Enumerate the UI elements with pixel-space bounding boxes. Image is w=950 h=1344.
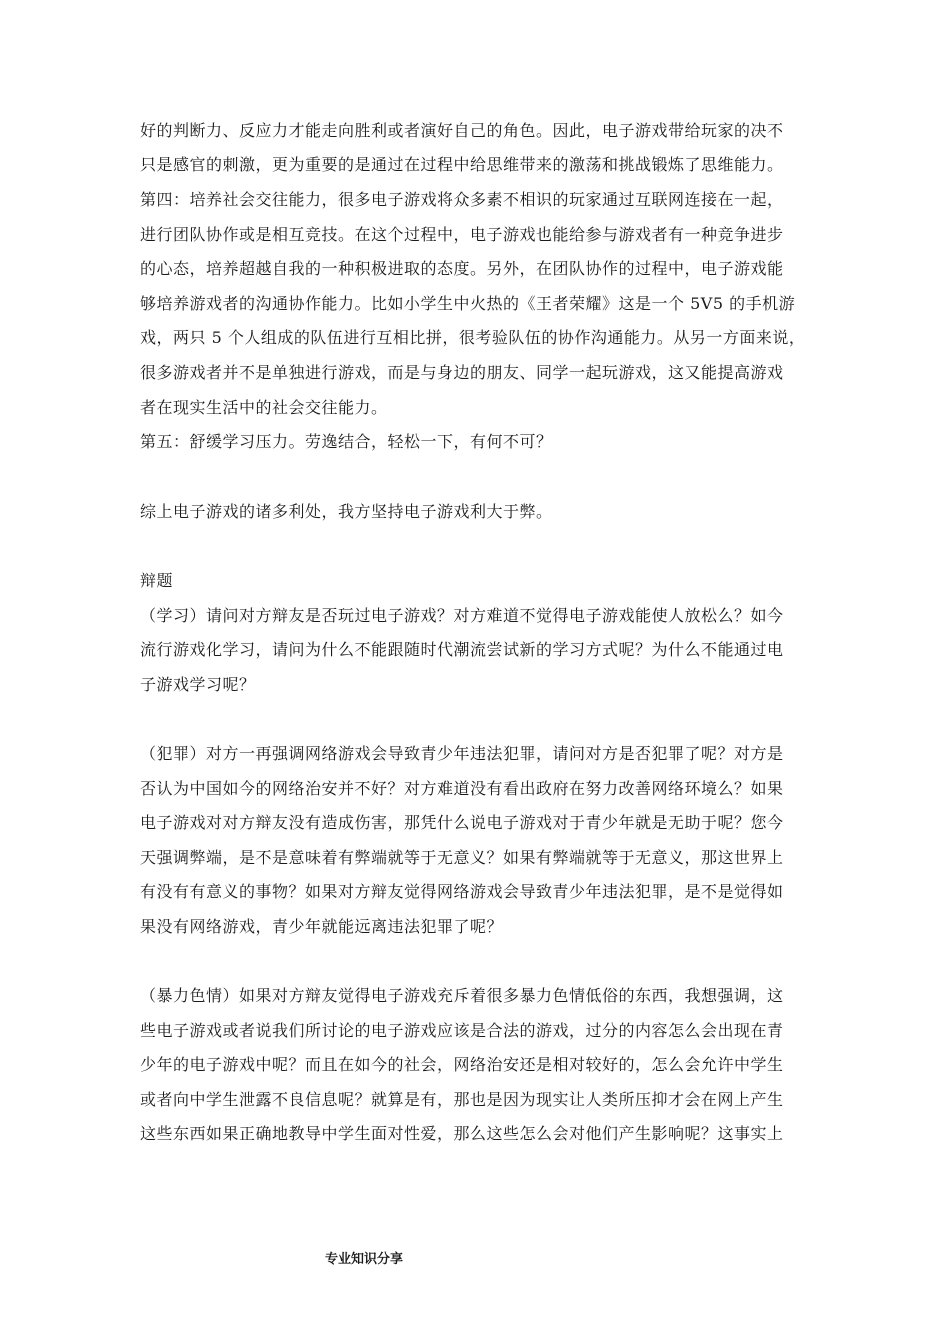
text-line: 好的判断力、反应力才能走向胜利或者演好自己的角色。因此，电子游戏带给玩家的决不: [140, 121, 784, 140]
text-line: 子游戏学习呢？: [140, 675, 256, 694]
text-line: 进行团队协作或是相互竞技。在这个过程中，电子游戏也能给参与游戏者有一种竞争进步: [140, 225, 784, 244]
text-line: 第五：舒缓学习压力。劳逸结合，轻松一下，有何不可？: [140, 432, 553, 451]
text-line: 戏，两只 5 个人组成的队伍进行互相比拼，很考验队伍的协作沟通能力。从另一方面来说，: [140, 328, 806, 347]
text-line: （暴力色情）如果对方辩友觉得电子游戏充斥着很多暴力色情低俗的东西，我想强调，这: [140, 986, 784, 1005]
text-line: （犯罪）对方一再强调网络游戏会导致青少年违法犯罪，请问对方是否犯罪了呢？对方是: [140, 744, 784, 763]
text-line: 否认为中国如今的网络治安并不好？对方难道没有看出政府在努力改善网络环境么？如果: [140, 779, 784, 798]
text-line: 第四：培养社会交往能力，很多电子游戏将众多素不相识的玩家通过互联网连接在一起，: [140, 190, 784, 209]
text-line: 少年的电子游戏中呢？而且在如今的社会，网络治安还是相对较好的，怎么会允许中学生: [140, 1055, 784, 1074]
summary-line: 综上电子游戏的诸多利处，我方坚持电子游戏利大于弊。: [140, 502, 553, 521]
text-line: 有没有有意义的事物？如果对方辩友觉得网络游戏会导致青少年违法犯罪，是不是觉得如: [140, 882, 784, 901]
text-line: 很多游戏者并不是单独进行游戏，而是与身边的朋友、同学一起玩游戏，这又能提高游戏: [140, 363, 784, 382]
text-line: 流行游戏化学习，请问为什么不能跟随时代潮流尝试新的学习方式呢？为什么不能通过电: [140, 640, 784, 659]
section-heading: 辩题: [140, 571, 174, 590]
page-footer: 专业知识分享: [325, 1252, 404, 1267]
text-line: 者在现实生活中的社会交往能力。: [140, 398, 388, 417]
text-line: 这些东西如果正确地教导中学生面对性爱，那么这些怎么会对他们产生影响呢？这事实上: [140, 1124, 784, 1143]
text-line: 天强调弊端，是不是意味着有弊端就等于无意义？如果有弊端就等于无意义，那这世界上: [140, 848, 784, 867]
text-line: 够培养游戏者的沟通协作能力。比如小学生中火热的《王者荣耀》这是一个 5V5 的手机游: [140, 294, 796, 313]
text-line: 些电子游戏或者说我们所讨论的电子游戏应该是合法的游戏，过分的内容怎么会出现在青: [140, 1021, 784, 1040]
text-line: 只是感官的刺激，更为重要的是通过在过程中给思维带来的激荡和挑战锻炼了思维能力。: [140, 155, 784, 174]
text-line: （学习）请问对方辩友是否玩过电子游戏？对方难道不觉得电子游戏能使人放松么？如今: [140, 606, 784, 625]
text-line: 的心态，培养超越自我的一种积极进取的态度。另外，在团队协作的过程中，电子游戏能: [140, 259, 784, 278]
text-line: 电子游戏对对方辩友没有造成伤害，那凭什么说电子游戏对于青少年就是无助于呢？您今: [140, 813, 784, 832]
text-line: 果没有网络游戏，青少年就能远离违法犯罪了呢？: [140, 917, 504, 936]
text-line: 或者向中学生泄露不良信息呢？就算是有，那也是因为现实让人类所压抑才会在网上产生: [140, 1090, 784, 1109]
